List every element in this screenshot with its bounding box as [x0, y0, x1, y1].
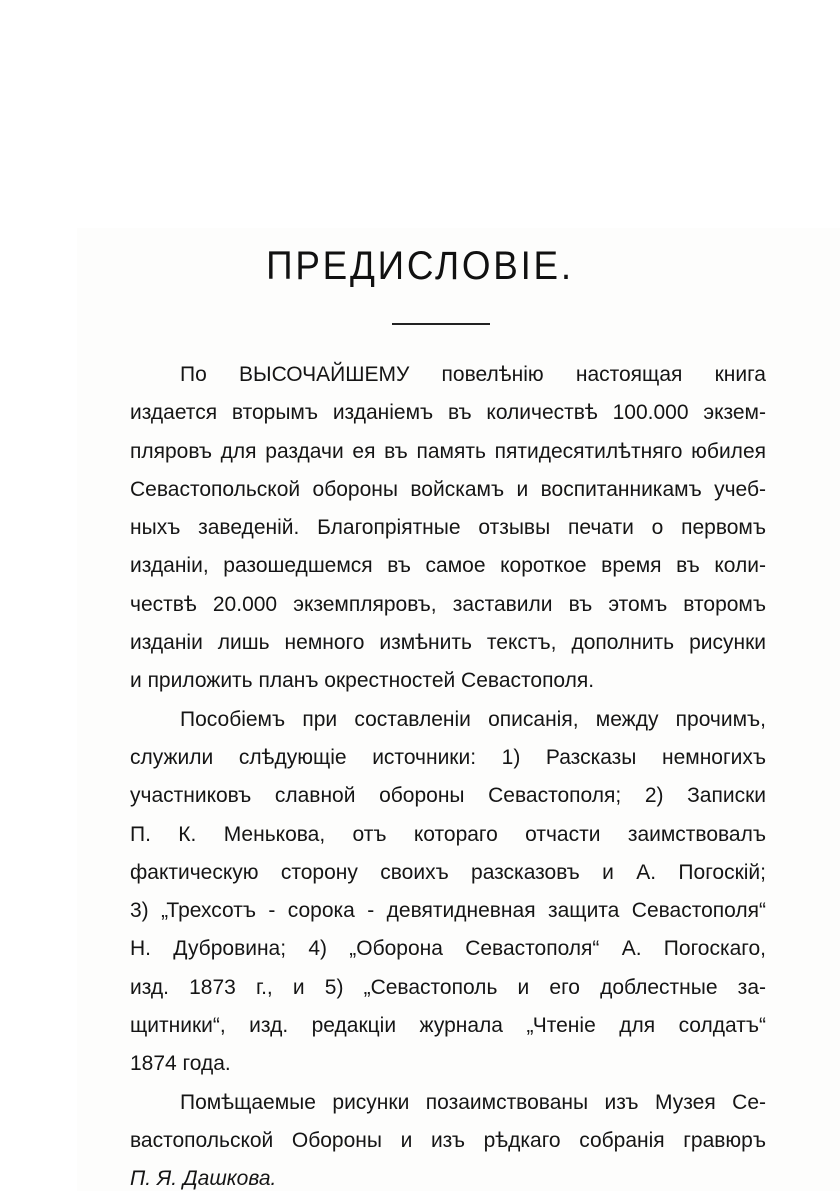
text-line: изд. 1873 г., и 5) „Севастополь и его доблестные за-	[130, 975, 766, 999]
text-line: ныхъ заведенiй. Благопрiятные отзывы печати о первомъ	[130, 516, 766, 540]
signature-name: П. Я. Дашкова.	[130, 1167, 277, 1191]
text-line: щитники“, изд. редакцiи журнала „Чтенiе для солдатъ“	[130, 1014, 766, 1038]
text-line: участниковъ славной обороны Севастополя; 2) Записки	[130, 784, 766, 808]
text-line: Пособiемъ при составленiи описанiя, между прочимъ,	[180, 707, 766, 731]
page-title: ПРЕДИСЛОВIЕ.	[266, 244, 574, 288]
text-line: По ВЫСОЧАЙШЕМУ повелѣнiю настоящая книга	[180, 363, 766, 386]
text-line: вастопольской Обороны и изъ рѣдкаго собранiя гравюръ	[130, 1128, 766, 1152]
text-line: Севастопольской обороны войскамъ и воспитанникамъ учеб-	[130, 477, 766, 501]
preface-body	[130, 356, 766, 1199]
text-line: изданiи, разошедшемся въ самое короткое время въ коли-	[130, 554, 766, 578]
text-line: изданiи лишь немного измѣнить текстъ, дополнить рисунки	[130, 631, 766, 655]
text-line: Помѣщаемые рисунки позаимствованы изъ Музея Се-	[180, 1090, 766, 1114]
text-line: издается вторымъ изданiемъ въ количествѣ 100.000 экзем-	[130, 401, 766, 425]
text-line: П. К. Менькова, отъ котораго отчасти заимствовалъ	[130, 822, 766, 846]
paragraph-3	[130, 1084, 766, 1199]
text-line: служили слѣдующiе источники: 1) Разсказы немногихъ	[130, 745, 766, 769]
title-divider	[392, 323, 490, 325]
text-line: пляровъ для раздачи ея въ память пятидесятилѣтняго юбилея	[130, 439, 766, 463]
text-line: Н. Дубровина; 4) „Оборона Севастополя“ А. Погоскаго,	[130, 937, 766, 961]
paragraph-1	[130, 356, 766, 701]
text-line: чествѣ 20.000 экземпляровъ, заставили въ этомъ второмъ	[130, 592, 766, 616]
paragraph-2	[130, 701, 766, 1084]
text-line: 3) „Трехсотъ - сорока - девятидневная защита Севастополя“	[130, 899, 766, 923]
text-line: 1874 года.	[130, 1052, 231, 1076]
text-line: фактическую сторону своихъ разсказовъ и А. Погоскiй;	[130, 860, 766, 884]
text-line: и приложить планъ окрестностей Севастополя.	[130, 669, 595, 693]
